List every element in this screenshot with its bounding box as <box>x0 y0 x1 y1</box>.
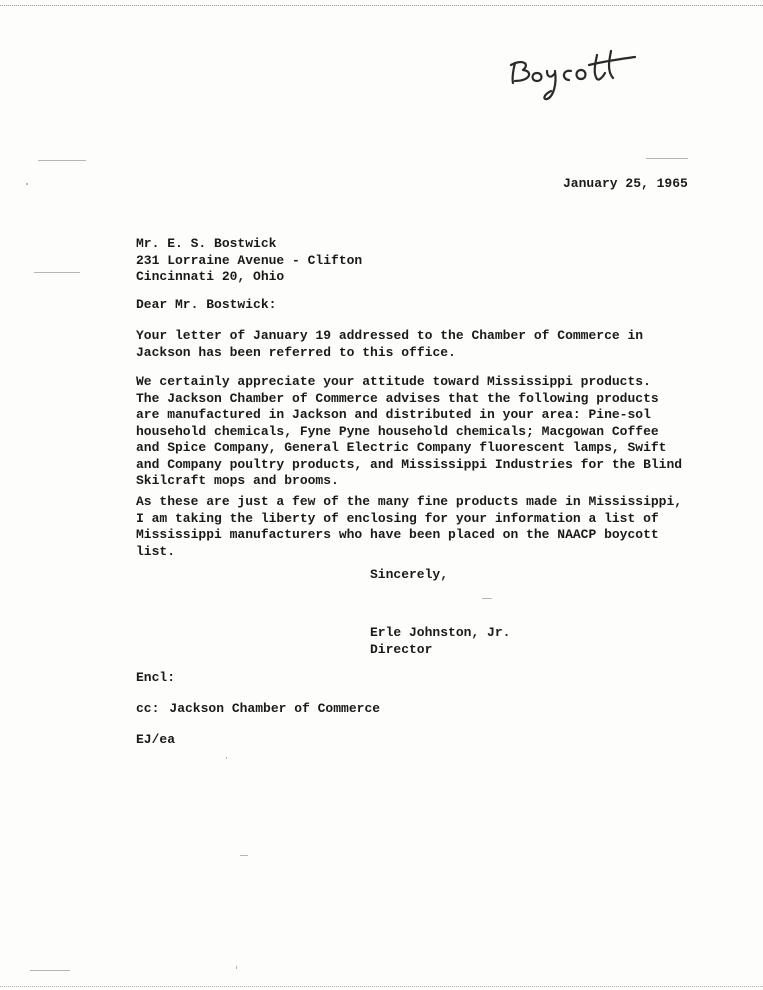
address-line: 231 Lorraine Avenue - Clifton <box>136 252 363 268</box>
text-line: I am taking the liberty of enclosing for your information a list of <box>136 510 659 526</box>
text-line: Your letter of January 19 addressed to the Chamber of Commerce in <box>136 328 644 343</box>
recipient-address <box>136 236 362 286</box>
enclosure-notation: Encl: <box>136 670 176 685</box>
handwritten-boycott-note <box>505 45 650 105</box>
scan-speck <box>38 160 86 161</box>
cc-label: cc: <box>136 701 160 716</box>
text-line: Mississippi manufacturers who have been placed on the NAACP boycott <box>136 527 659 542</box>
scan-speck <box>646 158 688 159</box>
signature-block <box>370 625 510 658</box>
signer-title: Director <box>370 641 433 657</box>
address-line: Cincinnati 20, Ohio <box>136 269 285 284</box>
text-line: Skilcraft mops and brooms. <box>136 473 339 488</box>
body-paragraph-2 <box>136 374 682 490</box>
text-line: Jackson has been referred to this office. <box>136 344 456 360</box>
scan-speck <box>34 272 80 273</box>
text-line: As these are just a few of the many fine products made in Mississippi, <box>136 494 683 509</box>
text-line: and Company poultry products, and Mississippi Industries for the Blind <box>136 456 683 472</box>
text-line: list. <box>136 543 176 559</box>
text-line: The Jackson Chamber of Commerce advises that the following products <box>136 390 659 406</box>
text-line: We certainly appreciate your attitude toward Mississippi products. <box>136 374 651 389</box>
salutation: Dear Mr. Bostwick: <box>136 297 277 312</box>
cc-recipient: Jackson Chamber of Commerce <box>169 701 381 716</box>
scan-speck <box>236 966 237 969</box>
text-line: household chemicals, Fyne Pyne household chemicals; Macgowan Coffee <box>136 423 659 439</box>
scan-edge-top <box>0 5 763 6</box>
complimentary-close: Sincerely, <box>370 567 449 582</box>
letter-date: January 25, 1965 <box>563 176 688 191</box>
text-line: are manufactured in Jackson and distributed in your area: Pine-sol <box>136 407 651 422</box>
text-line: and Spice Company, General Electric Company fluorescent lamps, Swift <box>136 440 667 455</box>
body-paragraph-3 <box>136 494 682 560</box>
body-paragraph-1 <box>136 328 643 361</box>
scan-speck <box>30 970 70 971</box>
scan-speck <box>226 757 227 759</box>
scan-speck <box>240 855 248 856</box>
scan-edge-bottom <box>0 986 763 987</box>
reference-initials: EJ/ea <box>136 732 176 747</box>
scan-speck <box>26 183 28 185</box>
carbon-copy-notation <box>136 701 380 718</box>
scan-speck <box>482 598 492 599</box>
signer-name: Erle Johnston, Jr. <box>370 625 511 640</box>
address-line: Mr. E. S. Bostwick <box>136 236 277 251</box>
